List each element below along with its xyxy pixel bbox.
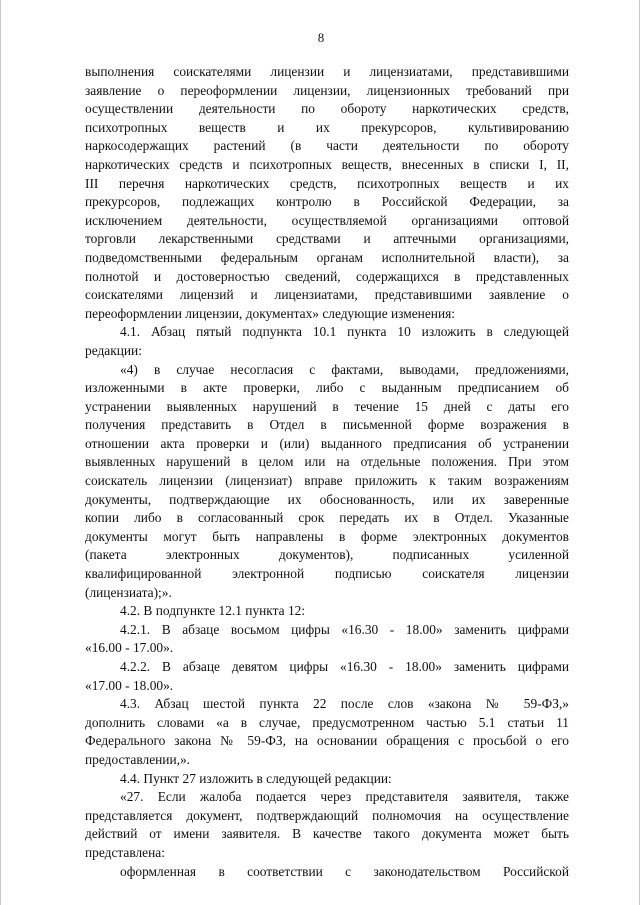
text-line: прекурсоров, подлежащих контролю в Российской Федерации, за: [85, 194, 569, 210]
text-line: наркосодержащих растений (в части деятельности по обороту: [85, 138, 569, 154]
text-line: (лицензиата);».: [85, 584, 172, 600]
text-line: предоставлении,».: [85, 751, 191, 767]
text-line: соискатель лицензии (лицензиат) вправе приложить к таким возражениям: [85, 473, 569, 489]
text-line: психотропных веществ и их прекурсоров, культивированию: [85, 119, 569, 135]
text-line: устранении выявленных нарушений в течение 15 дней с даты его: [85, 398, 569, 414]
text-line: «17.00 - 18.00».: [85, 677, 174, 693]
text-line: осуществлении деятельности по обороту наркотических средств,: [85, 101, 569, 117]
text-line: (пакета электронных документов), подписанных усиленной: [85, 547, 569, 563]
text-line: выявленных нарушений в целом или на отдельные положения. При этом: [85, 454, 569, 470]
text-line: 4.4. Пункт 27 изложить в следующей редакции:: [120, 770, 392, 786]
text-line: получения представить в Отдел в письменной форме возражения в: [85, 417, 569, 433]
text-line: дополнить словами «а в случае, предусмотренном частью 5.1 статьи 11: [85, 714, 569, 730]
text-line: 4.2. В подпункте 12.1 пункта 12:: [120, 603, 306, 619]
text-line: наркотических средств и психотропных веществ, внесенных в списки I, II,: [85, 156, 569, 172]
text-line: подведомственными федеральным органам исполнительной власти), за: [85, 249, 569, 265]
text-line: Федерального закона № 59-ФЗ, на основании обращения с просьбой о его: [85, 733, 569, 749]
text-line: квалифицированной электронной подписью соискателя лицензии: [85, 566, 569, 582]
text-line: редакции:: [85, 342, 142, 358]
text-line: полнотой и достоверностью сведений, содержащихся в представленных: [85, 268, 569, 284]
text-line: переоформлении лицензии, документах» следующие изменения:: [85, 305, 455, 321]
text-line: заявление о переоформлении лицензии, лицензионных требований при: [85, 82, 569, 98]
text-line: выполнения соискателями лицензии и лицензиатами, представившими: [85, 64, 569, 79]
page-number: 8: [317, 30, 325, 45]
text-line: III перечня наркотических средств, психотропных веществ и их: [85, 175, 569, 191]
text-line: «27. Если жалоба подается через представителя заявителя, также: [120, 789, 569, 805]
text-line: документы могут быть направлены в форме электронных документов: [85, 528, 569, 544]
text-line: отношении акта проверки и (или) выданного предписания об устранении: [85, 435, 569, 451]
text-line: «4) в случае несогласия с фактами, выводами, предложениями,: [120, 361, 569, 377]
text-line: исключением деятельности, осуществляемой организациями оптовой: [85, 212, 569, 228]
text-line: изложенными в акте проверки, либо с выданным предписанием об: [85, 380, 569, 396]
text-line: 4.2.1. В абзаце восьмом цифры «16.30 - 18.00» заменить цифрами: [120, 621, 569, 637]
text-line: представлена:: [85, 844, 165, 860]
text-line: соискателями лицензий и лицензиатами, представившими заявление о: [85, 287, 569, 303]
text-line: копии либо в согласованный срок передать их в Отдел. Указанные: [85, 510, 569, 526]
text-line: 4.2.2. В абзаце девятом цифры «16.30 - 18.00» заменить цифрами: [120, 659, 569, 674]
text-line: 4.3. Абзац шестой пункта 22 после слов «закона № 59-ФЗ,»: [120, 696, 569, 712]
text-line: документы, подтверждающие их обоснованность, или их заверенные: [85, 491, 569, 507]
text-line: представляется документ, подтверждающий полномочия на осуществление: [85, 807, 569, 823]
text-line: «16.00 - 17.00».: [85, 640, 174, 656]
document-body: [85, 63, 569, 881]
text-line: оформленная в соответствии с законодательством Российской: [120, 863, 569, 879]
text-line: торговли лекарственными средствами и аптечными организациями,: [85, 231, 569, 247]
text-line: 4.1. Абзац пятый подпункта 10.1 пункта 10 изложить в следующей: [120, 324, 569, 340]
text-line: действий от имени заявителя. В качестве такого документа может быть: [85, 826, 569, 842]
